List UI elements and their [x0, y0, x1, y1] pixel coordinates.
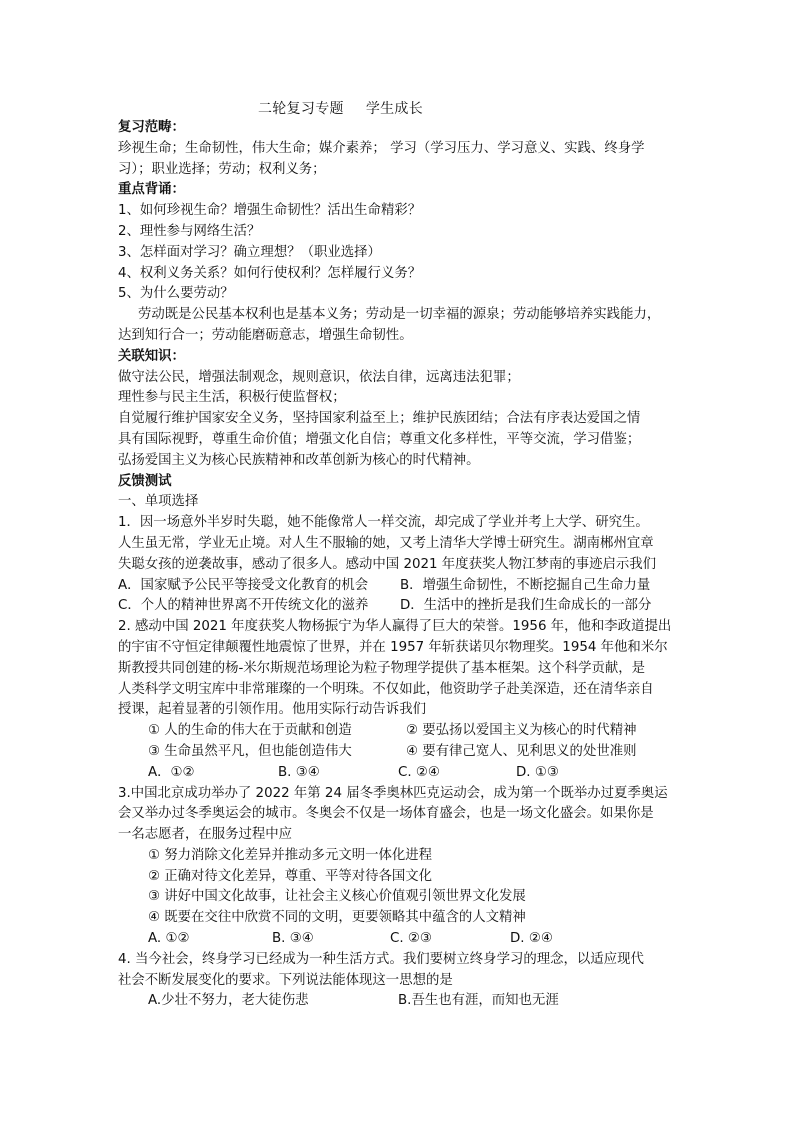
q3-choice-b: B. ③④ [272, 931, 314, 947]
q2-statement-row [118, 742, 684, 763]
q3-line: 一名志愿者，在服务过程中应 [118, 827, 293, 843]
document-title [258, 98, 423, 118]
q2-choice-c: C. ②④ [398, 764, 440, 780]
q4-option-b: B.吾生也有涯，而知也无涯 [398, 993, 559, 1009]
key-answer-line: 达到知行合一；劳动能磨砺意志，增强生命韧性。 [118, 327, 413, 343]
q3-statement: ③ 讲好中国文化故事，让社会主义核心价值观引领世界文化发展 [148, 889, 526, 905]
q2-choice-a: A．①② [148, 764, 195, 780]
key-item: 4、权利义务关系？如何行使权利？怎样履行义务？ [118, 265, 422, 281]
q2-line: 斯教授共同创建的杨-米尔斯规范场理论为粒子物理学提供了基本框架。这个科学贡献，是 [118, 660, 646, 676]
q2-statement-4: ④ 要有律己宽人、见利思义的处世准则 [406, 743, 637, 759]
q1-line: 人生虽无常，学业无止境。对人生不服输的她，又考上清华大学博士研究生。湖南郴州宜章 [118, 535, 654, 551]
q3-statement: ④ 既要在交往中欣赏不同的文明，更要领略其中蕴含的人文精神 [148, 910, 526, 926]
q2-statement-2: ② 要弘扬以爱国主义为核心的时代精神 [406, 723, 637, 739]
document-body [118, 118, 684, 1012]
key-item: 1、如何珍视生命？增强生命韧性？活出生命精彩？ [118, 203, 422, 219]
q1-line: 失聪女孩的逆袭故事，感动了很多人。感动中国 2021 年度获奖人物江梦南的事迹启示我们 [118, 556, 657, 572]
q3-line: 会又举办过冬季奥运会的城市。冬奥会不仅是一场体育盛会，也是一场文化盛会。如果你是 [118, 806, 654, 822]
q3-statement: ① 努力消除文化差异并推动多元文明一体化进程 [148, 847, 433, 863]
q1-option-row [118, 596, 684, 617]
q3-statement: ② 正确对待文化差异，尊重、平等对待各国文化 [148, 868, 433, 884]
related-heading: 关联知识： [118, 348, 185, 364]
q3-line: 3.中国北京成功举办了 2022 年第 24 届冬季奥林匹克运动会，成为第一个既举办过夏季奥运 [118, 785, 668, 801]
key-answer-line: 劳动既是公民基本权利也是基本义务；劳动是一切幸福的源泉；劳动能够培养实践能力， [138, 307, 661, 323]
q2-line: 2. 感动中国 2021 年度获奖人物杨振宁为华人赢得了巨大的荣誉。1956 年，他和李政道提出 [118, 619, 672, 635]
scope-line: 习）；职业选择；劳动；权利义务； [118, 161, 326, 177]
q2-choice-b: B. ③④ [278, 764, 320, 780]
q4-option-a: A.少壮不努力，老大徒伤悲 [148, 993, 309, 1009]
q3-choice-a: A. ①② [148, 931, 190, 947]
q2-line: 人类科学文明宝库中非常璀璨的一个明珠。不仅如此，他资助学子赴美深造，还在清华亲自 [118, 681, 654, 697]
q3-choice-c: C. ②③ [390, 931, 432, 947]
related-line: 弘扬爱国主义为核心民族精神和改革创新为核心的时代精神。 [118, 452, 480, 468]
related-line: 理性参与民主生活，积极行使监督权； [118, 390, 346, 406]
q1-option-c: C．个人的精神世界离不开传统文化的滋养 [118, 598, 369, 614]
q1-option-row [118, 576, 684, 597]
q2-statement-row [118, 721, 684, 742]
q4-line: 4. 当今社会，终身学习已经成为一种生活方式。我们要树立终身学习的理念，以适应现代 [118, 951, 644, 967]
scope-line: 珍视生命；生命韧性，伟大生命；媒介素养； 学习（学习压力、学习意义、实践、终身学 [118, 140, 645, 156]
test-heading: 反馈测试 [118, 473, 172, 489]
q4-line: 社会不断发展变化的要求。下列说法能体现这一思想的是 [118, 972, 453, 988]
q3-choice-d: D. ②④ [510, 931, 553, 947]
title-sub: 学生成长 [365, 101, 424, 117]
key-heading: 重点背诵： [118, 182, 185, 198]
related-line: 自觉履行维护国家安全义务，坚持国家利益至上；维护民族团结；合法有序表达爱国之情 [118, 411, 641, 427]
q1-option-b: B．增强生命韧性，不断挖掘自己生命力量 [400, 577, 651, 593]
section-title: 一、单项选择 [118, 494, 199, 510]
related-line: 做守法公民，增强法制观念，规则意识，依法自律，远离违法犯罪； [118, 369, 520, 385]
scope-heading: 复习范畴： [118, 120, 185, 135]
title-main: 二轮复习专题 [258, 101, 344, 117]
q2-line: 的宇宙不守恒定律颠覆性地震惊了世界，并在 1957 年斩获诺贝尔物理奖。1954 年他和米尔 [118, 639, 668, 655]
q1-line: 1．因一场意外半岁时失聪，她不能像常人一样交流，却完成了学业并考上大学、研究生。 [118, 515, 649, 531]
q3-choice-row [118, 929, 684, 950]
q1-option-d: D．生活中的挫折是我们生命成长的一部分 [400, 598, 652, 614]
related-line: 具有国际视野，尊重生命价值；增强文化自信；尊重文化多样性，平等交流，学习借鉴； [118, 431, 641, 447]
q2-choice-d: D. ①③ [516, 764, 559, 780]
key-item: 3、怎样面对学习？确立理想？（职业选择） [118, 244, 381, 260]
key-item: 5、为什么要劳动？ [118, 286, 234, 302]
q4-option-row [118, 991, 684, 1012]
q1-option-a: A．国家赋予公民平等接受文化教育的机会 [118, 577, 369, 593]
key-item: 2、理性参与网络生活？ [118, 223, 261, 239]
q2-choice-row [118, 763, 684, 784]
q2-statement-1: ① 人的生命的伟大在于贡献和创造 [148, 723, 352, 739]
q2-line: 授课，起着显著的引领作用。他用实际行动告诉我们 [118, 702, 426, 718]
q2-statement-3: ③ 生命虽然平凡，但也能创造伟大 [148, 743, 352, 759]
